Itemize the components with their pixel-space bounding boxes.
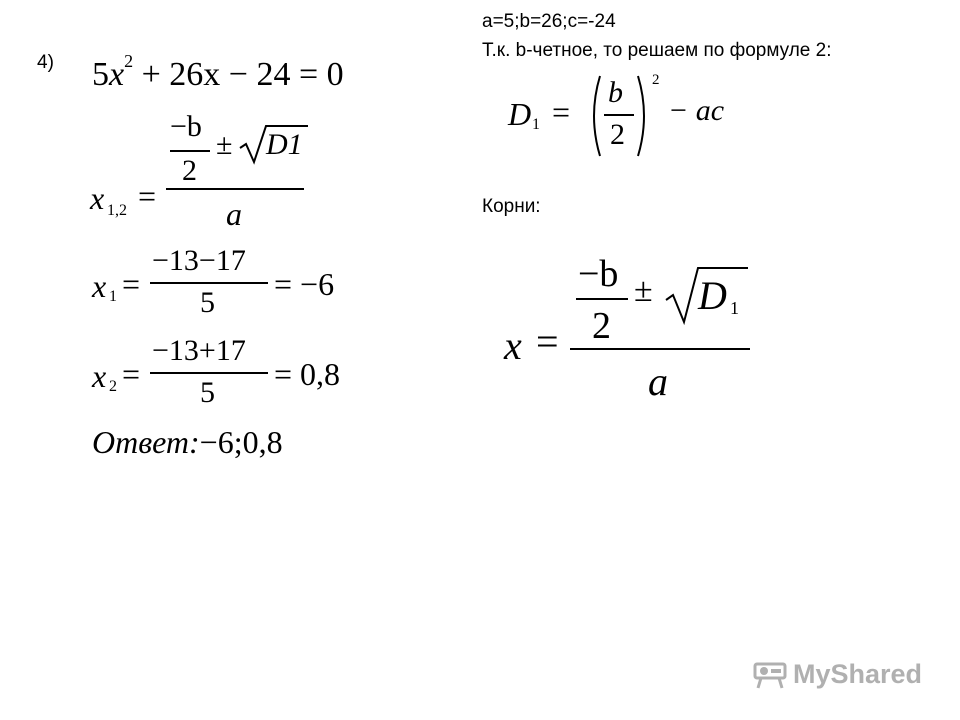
x1-den: 5	[200, 286, 215, 319]
equation-coef: 5	[92, 56, 109, 93]
x2-lhs: x	[92, 358, 107, 394]
x2-den: 5	[200, 376, 215, 409]
x-inner-fraction-bar	[576, 298, 628, 300]
x1-fraction-bar	[150, 282, 268, 284]
watermark	[753, 659, 922, 690]
right-paren	[636, 74, 652, 158]
roots-num-top: −b	[170, 110, 202, 143]
method-note: Т.к. b-четное, то решаем по формуле 2:	[482, 40, 832, 61]
roots-lhs: x	[90, 180, 105, 216]
equation-var: x	[109, 56, 125, 93]
x1-formula	[92, 244, 352, 324]
d-lhs-sub: 1	[532, 116, 540, 133]
x-num-bot: 2	[592, 305, 611, 347]
d-eq: =	[552, 94, 571, 130]
problem-number: 4)	[37, 52, 54, 73]
x2-formula	[92, 334, 362, 414]
x-pm: ±	[634, 272, 653, 309]
x-eq: =	[536, 319, 559, 364]
x2-num: −13+17	[152, 334, 246, 367]
d-den: 2	[610, 118, 625, 151]
projector-icon	[753, 660, 787, 690]
x2-result: = 0,8	[274, 356, 341, 392]
d-rest: − ac	[668, 94, 725, 127]
x-lhs: x	[504, 323, 522, 368]
x1-num: −13−17	[152, 244, 246, 277]
x-den: a	[648, 359, 668, 404]
x-num-top: −b	[578, 253, 619, 295]
d-fraction-bar	[604, 114, 634, 116]
left-paren	[586, 74, 602, 158]
answer-line	[92, 424, 283, 461]
main-fraction-bar	[166, 188, 304, 190]
x-general-formula	[504, 252, 764, 412]
discriminant-formula	[508, 74, 748, 164]
x2-lhs-sub: 2	[109, 378, 117, 395]
x1-lhs-sub: 1	[109, 288, 117, 305]
x1-lhs: x	[92, 268, 107, 304]
roots-rad: D1	[266, 128, 303, 161]
roots-eq: =	[138, 178, 157, 214]
d-pow: 2	[652, 72, 660, 88]
roots-pm: ±	[216, 128, 233, 161]
answer-label: Ответ:	[92, 424, 200, 460]
answer-value: −6;0,8	[199, 424, 283, 460]
quadratic-equation	[92, 51, 344, 94]
d-num: b	[608, 76, 623, 109]
watermark-text: MyShared	[792, 659, 922, 689]
inner-fraction-bar	[170, 150, 210, 152]
x-main-fraction-bar	[570, 348, 750, 350]
roots-formula	[90, 110, 320, 240]
x1-eq: =	[122, 266, 141, 302]
equation-power: 2	[124, 51, 134, 71]
x-rad-sub: 1	[730, 298, 739, 318]
roots-label: Корни:	[482, 196, 541, 217]
x2-fraction-bar	[150, 372, 268, 374]
roots-num-bot: 2	[182, 154, 197, 187]
x2-eq: =	[122, 356, 141, 392]
equation-rest: + 26x − 24 = 0	[133, 56, 344, 93]
d-lhs: D	[508, 96, 532, 132]
coefficients-text: a=5;b=26;c=-24	[482, 11, 616, 32]
x-rad: D	[698, 273, 727, 318]
x1-result: = −6	[274, 266, 335, 302]
roots-lhs-sub: 1,2	[107, 202, 127, 219]
roots-den: a	[226, 196, 242, 232]
